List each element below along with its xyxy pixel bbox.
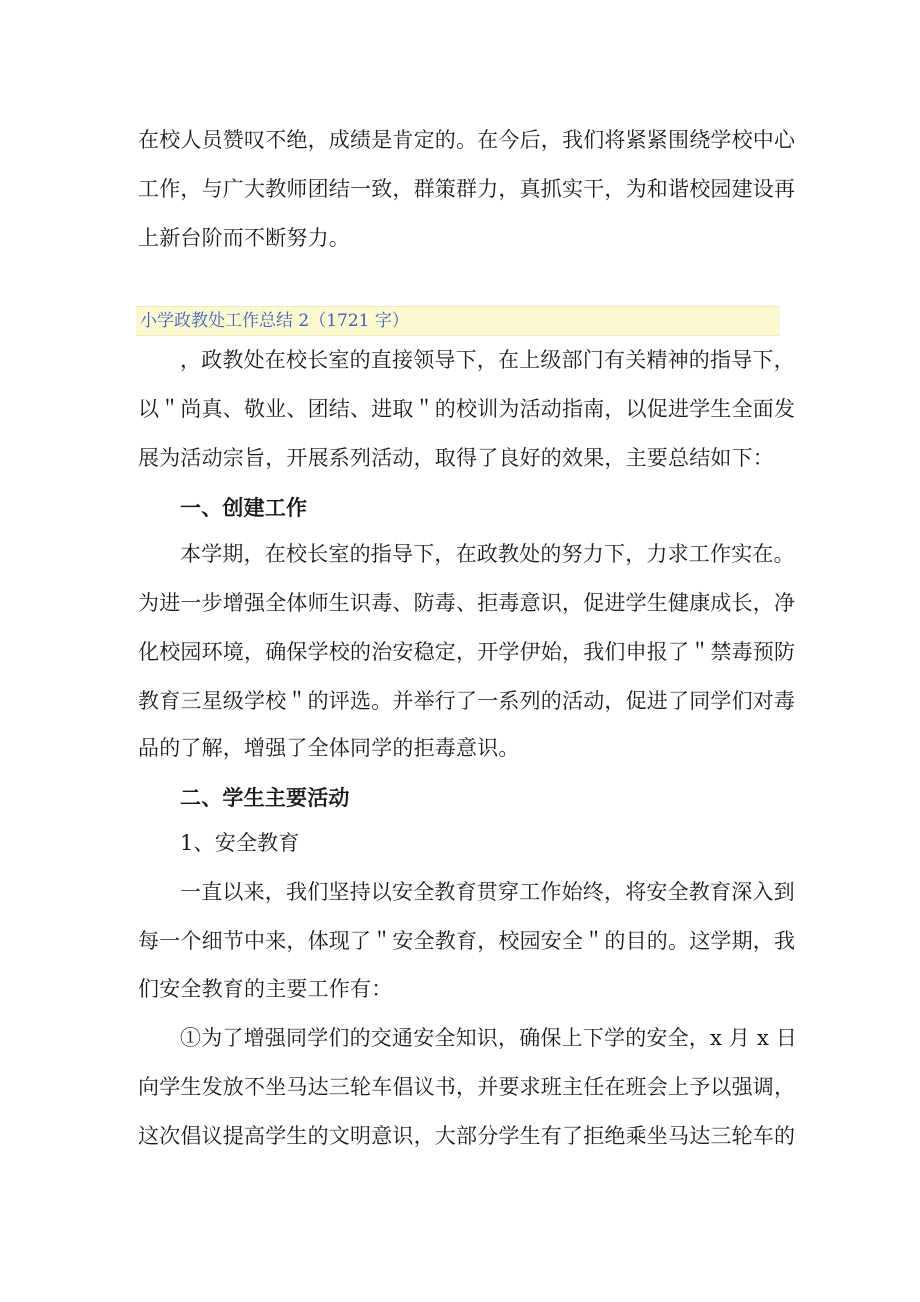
paragraph-line: 以＂尚真、敬业、团结、进取＂的校训为活动指南，以促进学生全面发: [138, 397, 796, 421]
paragraph-line: 每一个细节中来，体现了＂安全教育，校园安全＂的目的。这学期，我: [138, 929, 796, 953]
paragraph-line: 化校园环境，确保学校的治安稳定，开学伊始，我们申报了＂禁毒预防: [138, 640, 796, 664]
paragraph-line: 品的了解，增强了全体同学的拒毒意识。: [138, 736, 520, 760]
paragraph-line: 本学期，在校长室的指导下，在政教处的努力下，力求工作实在。: [180, 542, 795, 566]
paragraph-line: 为进一步增强全体师生识毒、防毒、拒毒意识，促进学生健康成长，净: [138, 591, 796, 615]
paragraph-line: 展为活动宗旨，开展系列活动，取得了良好的效果，主要总结如下：: [138, 446, 774, 470]
paragraph-line: 工作，与广大教师团结一致，群策群力，真抓实干，为和谐校园建设再: [138, 177, 796, 201]
paragraph-line: 上新台阶而不断努力。: [138, 226, 350, 250]
section-title-1: 一、创建工作: [180, 496, 308, 520]
section-title-2: 二、学生主要活动: [180, 786, 350, 810]
subsection-title: 1、安全教育: [180, 831, 300, 855]
paragraph-line: 教育三星级学校＂的评选。并举行了一系列的活动，促进了同学们对毒: [138, 689, 796, 713]
article-heading: 小学政教处工作总结 2（1721 字）: [140, 311, 409, 331]
paragraph-line: ，政教处在校长室的直接领导下，在上级部门有关精神的指导下，: [180, 348, 795, 372]
paragraph-line: 们安全教育的主要工作有：: [138, 977, 393, 1001]
paragraph-line: 一直以来，我们坚持以安全教育贯穿工作始终，将安全教育深入到: [180, 880, 795, 904]
paragraph-line: 向学生发放不坐马达三轮车倡议书，并要求班主任在班会上予以强调，: [138, 1075, 796, 1099]
paragraph-line: ①为了增强同学们的交通安全知识，确保上下学的安全，x 月 x 日: [180, 1026, 798, 1050]
paragraph-line: 在校人员赞叹不绝，成绩是肯定的。在今后，我们将紧紧围绕学校中心: [138, 128, 796, 152]
paragraph-line: 这次倡议提高学生的文明意识，大部分学生有了拒绝乘坐马达三轮车的: [138, 1124, 796, 1148]
article-heading-bar: [136, 306, 780, 336]
